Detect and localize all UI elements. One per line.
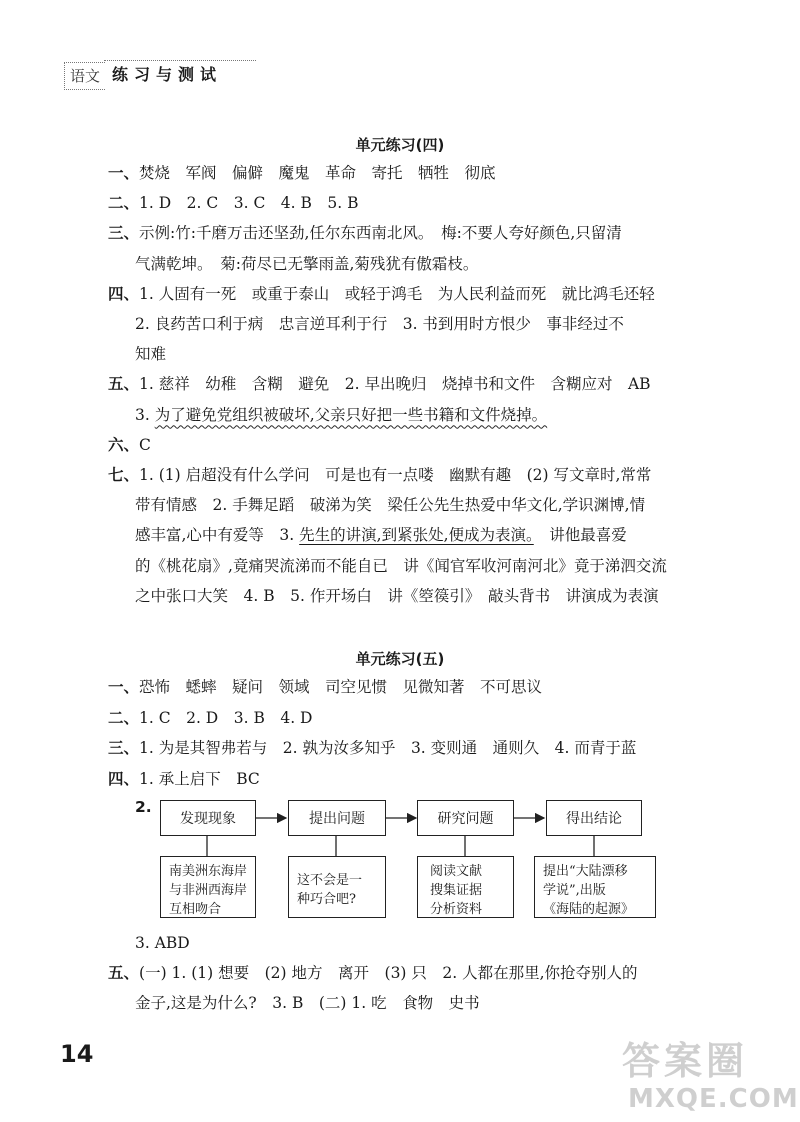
answer-text: 示例:竹:千磨万击还坚劲,任尔东西南北风。 梅:不要人夸好颜色,只留清: [139, 224, 622, 243]
question-number: 六、: [108, 435, 140, 454]
answer-text: 焚烧 军阀 偏僻 魔鬼 革命 寄托 牺牲 彻底: [139, 164, 496, 182]
answer-text: 知难: [135, 345, 167, 364]
answer-text: 金子,这是为什么? 3. B (二) 1. 吃 食物 史书: [135, 994, 480, 1012]
question-number: 三、: [108, 224, 140, 243]
book-title: 练习与测试: [112, 65, 223, 84]
answer-text: 恐怖 蟋蟀 疑问 领域 司空见惯 见微知著 不可思议: [139, 678, 543, 696]
question-number: 一、: [108, 678, 140, 696]
note-research: [417, 856, 514, 918]
item-2-label: 2.: [135, 798, 152, 816]
answer-line: [108, 768, 260, 790]
note-line: 互相吻合: [169, 902, 222, 917]
answer-text: 气满乾坤。 菊:荷尽已无擎雨盖,菊残犹有傲霜枝。: [135, 254, 479, 273]
question-number: 一、: [108, 164, 140, 182]
answer-text: 感丰富,心中有爱等 3.: [135, 526, 300, 545]
answer-text: 的《桃花扇》,竟痛哭流涕而不能自已 讲《闻官军收河南河北》竟于涕泗交流: [135, 556, 667, 575]
answer-text: 1. (1) 启超没有什么学问 可是也有一点喽 幽默有趣 (2) 写文章时,常常: [139, 466, 652, 484]
answer-line: [108, 737, 636, 759]
question-number: 五、: [108, 375, 140, 394]
note-observe: [160, 856, 256, 918]
answer-text: 1. 人固有一死 或重于泰山 或轻于鸿毛 为人民利益而死 就比鸿毛还轻: [139, 284, 655, 303]
answer-line: [135, 404, 547, 426]
question-number: 七、: [108, 466, 140, 484]
answer-text: 带有情感 2. 手舞足蹈 破涕为笑 梁任公先生热爱中华文化,学识渊博,情: [135, 496, 646, 515]
step-conclude: 得出结论: [546, 800, 642, 836]
answer-line: [108, 707, 312, 729]
step-research: 研究问题: [417, 800, 514, 836]
answer-line: [108, 373, 651, 395]
answer-text: 讲他最喜爱: [533, 526, 627, 545]
answer-line: [135, 313, 624, 335]
page-number: 14: [60, 1040, 94, 1068]
answer-line: [108, 464, 651, 486]
answer-line: [108, 962, 638, 984]
watermark-url: MXQE.COM: [628, 1084, 799, 1114]
answer-text: (一) 1. (1) 想要 (2) 地方 离开 (3) 只 2. 人都在那里,你抢夺别人的: [139, 964, 638, 982]
answer-text: 1. D 2. C 3. C 4. B 5. B: [139, 194, 359, 213]
note-line: 《海陆的起源》: [543, 902, 635, 917]
step-question: 提出问题: [288, 800, 386, 836]
answer-line: [135, 253, 478, 275]
note-question: [288, 856, 386, 918]
unit4-title: 单元练习(四): [355, 136, 445, 154]
item-3-answer: 3. ABD: [135, 934, 190, 952]
answer-line: [108, 162, 496, 184]
answer-line: [135, 494, 645, 516]
running-header: [64, 60, 484, 94]
question-number: 五、: [108, 964, 140, 982]
answer-line: [108, 434, 151, 456]
answer-line: [108, 676, 542, 698]
answer-line: [135, 585, 659, 607]
answer-line: [135, 343, 166, 365]
underlined-answer: 先生的讲演,到紧张处,便成为表演。: [299, 526, 534, 545]
question-number: 三、: [108, 739, 140, 757]
answer-text: 1. 承上启下 BC: [139, 769, 260, 788]
note-line: 阅读文献: [430, 864, 483, 879]
question-number: 四、: [108, 284, 140, 303]
underlined-answer: 为了避免党组织被破坏,父亲只好把一些书籍和文件烧掉。: [154, 405, 548, 424]
answer-line: [135, 524, 627, 546]
research-flow-diagram: [158, 798, 678, 920]
subject-tag: 语文: [64, 62, 105, 90]
question-number: 二、: [108, 708, 140, 727]
note-line: 提出“大陆漂移: [543, 864, 628, 879]
answer-line: [108, 222, 622, 244]
step-observe: 发现现象: [160, 800, 256, 836]
question-number: 四、: [108, 769, 140, 788]
answer-text: 1. 为是其智弗若与 2. 孰为汝多知乎 3. 变则通 通则久 4. 而青于蓝: [139, 739, 637, 757]
watermark-text: 答案圈: [622, 1039, 749, 1083]
answer-text: 1. 慈祥 幼稚 含糊 避免 2. 早出晚归 烧掉书和文件 含糊应对 AB: [139, 375, 651, 394]
answer-line: [108, 283, 655, 305]
answer-line: [135, 555, 667, 577]
answer-text: 2. 良药苦口利于病 忠言逆耳利于行 3. 书到用时方恨少 事非经过不: [135, 315, 624, 333]
note-line: 这不会是一: [297, 873, 363, 888]
answer-line: [108, 192, 359, 214]
question-number: 二、: [108, 194, 140, 213]
watermark-logo: [622, 1030, 799, 1120]
unit5-title: 单元练习(五): [355, 650, 445, 668]
answer-text: 1. C 2. D 3. B 4. D: [139, 708, 313, 727]
answer-text: C: [139, 435, 151, 454]
note-line: 分析资料: [430, 902, 483, 917]
note-line: 搜集证据: [430, 883, 483, 898]
answer-text: 之中张口大笑 4. B 5. 作开场白 讲《箜篌引》 敲头背书 讲演成为表演: [135, 586, 659, 605]
note-line: 与非洲西海岸: [169, 883, 248, 898]
note-line: 南美洲东海岸: [169, 864, 248, 879]
note-line: 种巧合吧?: [297, 892, 356, 907]
note-conclude: [534, 856, 656, 918]
note-line: 学说”,出版: [543, 883, 606, 898]
answer-text: 3.: [135, 405, 155, 424]
answer-line: [135, 992, 480, 1014]
header-dotted-rule: [104, 60, 256, 61]
